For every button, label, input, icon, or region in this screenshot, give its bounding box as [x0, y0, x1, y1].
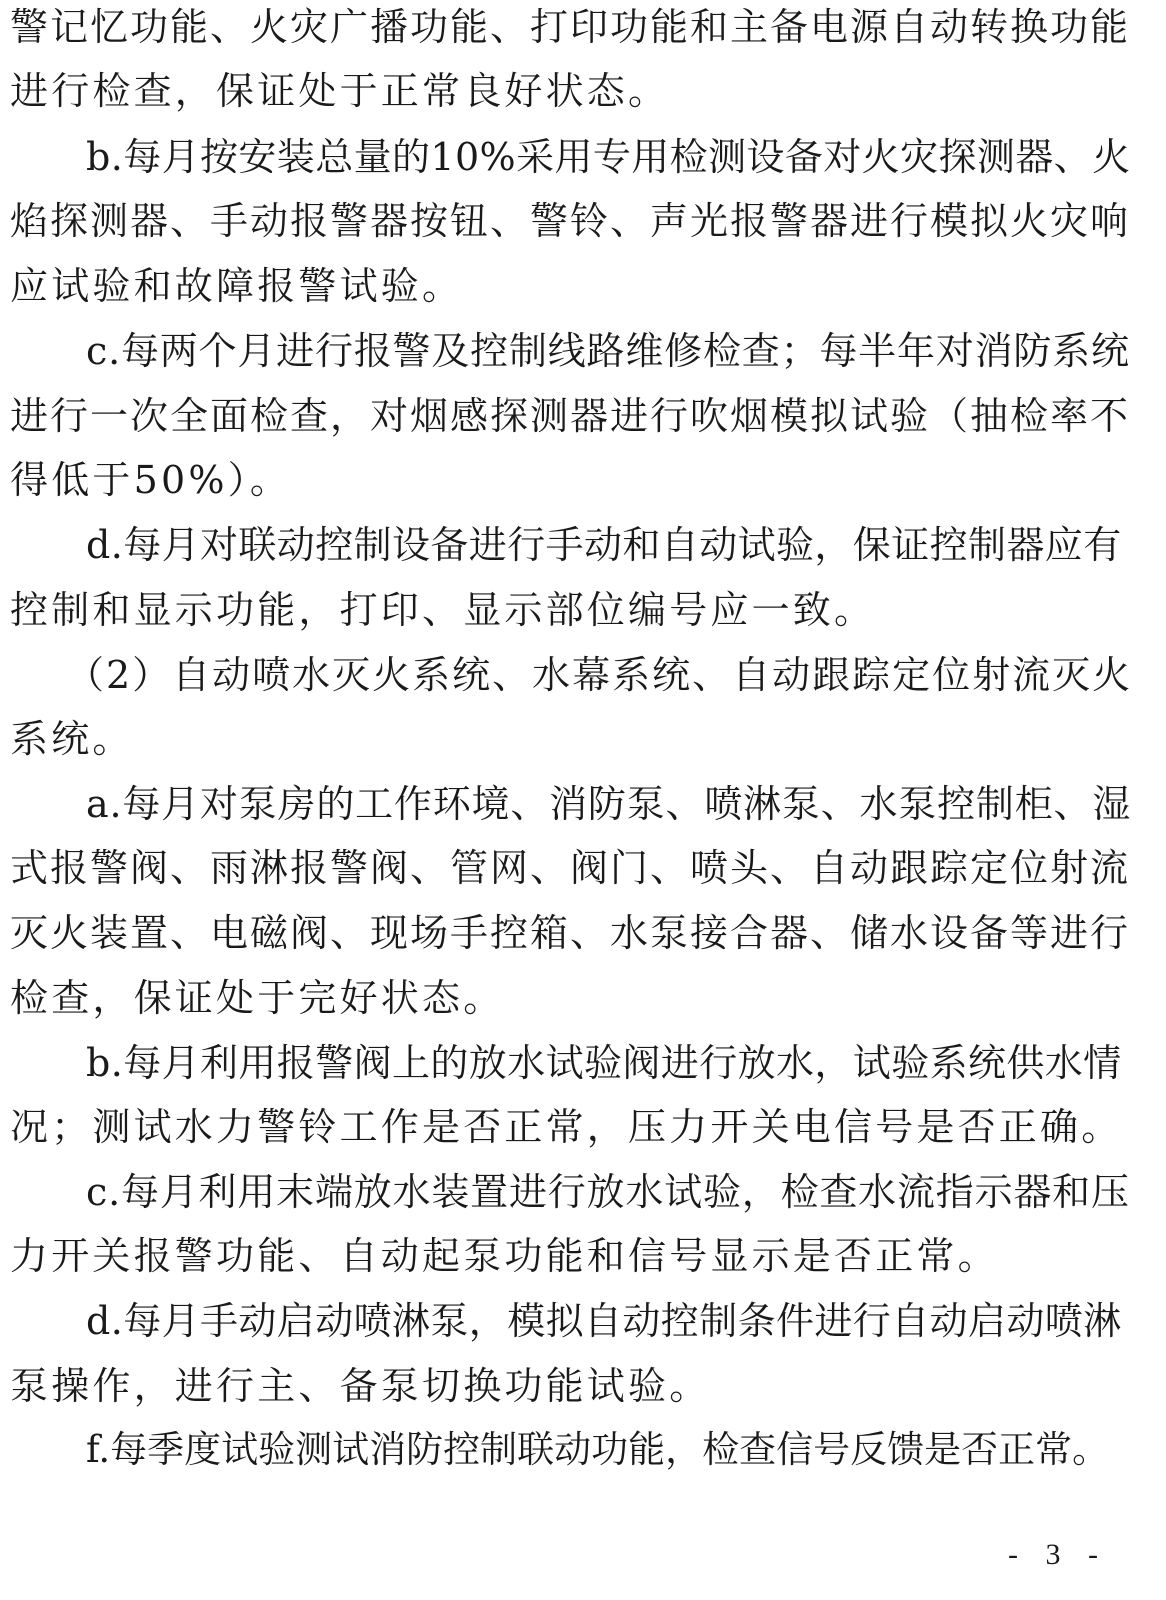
text-line-22: 泵操作，进行主、备泵切换功能试验。	[10, 1364, 711, 1408]
text-line-11: （2）自动喷水灭火系统、水幕系统、自动跟踪定位射流灭火	[66, 653, 1133, 697]
text-line-23: f.每季度试验测试消防控制联动功能，检查信号反馈是否正常。	[86, 1428, 1110, 1471]
text-line-5: 应试验和故障报警试验。	[10, 264, 464, 308]
document-page	[10, 0, 1132, 1600]
text-line-21: d.每月手动启动喷淋泵，模拟自动控制条件进行自动启动喷淋	[86, 1299, 1122, 1343]
text-line-7: 进行一次全面检查，对烟感探测器进行吹烟模拟试验（抽检率不	[10, 394, 1131, 438]
text-line-1: 警记忆功能、火灾广播功能、打印功能和主备电源自动转换功能	[10, 5, 1131, 49]
text-line-6: c.每两个月进行报警及控制线路维修检查；每半年对消防系统	[86, 329, 1130, 373]
text-line-9: d.每月对联动控制设备进行手动和自动试验，保证控制器应有	[86, 523, 1122, 567]
text-line-13: a.每月对泵房的工作环境、消防泵、喷淋泵、水泵控制柜、湿	[86, 782, 1132, 826]
text-line-16: 检查，保证处于完好状态。	[10, 976, 505, 1020]
text-line-19: c.每月利用末端放水装置进行放水试验，检查水流指示器和压	[86, 1170, 1130, 1214]
text-line-10: 控制和显示功能，打印、显示部位编号应一致。	[10, 588, 876, 632]
text-line-14: 式报警阀、雨淋报警阀、管网、阀门、喷头、自动跟踪定位射流	[10, 846, 1131, 890]
text-line-17: b.每月利用报警阀上的放水试验阀进行放水，试验系统供水情	[86, 1041, 1122, 1085]
text-line-20: 力开关报警功能、自动起泵功能和信号显示是否正常。	[10, 1234, 999, 1278]
text-line-8: 得低于50%）。	[10, 458, 292, 502]
text-line-12: 系统。	[10, 717, 134, 761]
page-number: - 3 -	[1008, 1538, 1108, 1571]
text-line-4: 焰探测器、手动报警器按钮、警铃、声光报警器进行模拟火灾响	[10, 199, 1131, 243]
text-line-15: 灭火装置、电磁阀、现场手控箱、水泵接合器、储水设备等进行	[10, 911, 1131, 955]
text-line-18: 况；测试水力警铃工作是否正常，压力开关电信号是否正确。	[10, 1105, 1123, 1149]
text-line-2: 进行检查，保证处于正常良好状态。	[10, 69, 670, 113]
text-line-3: b.每月按安装总量的10%采用专用检测设备对火灾探测器、火	[86, 135, 1131, 179]
